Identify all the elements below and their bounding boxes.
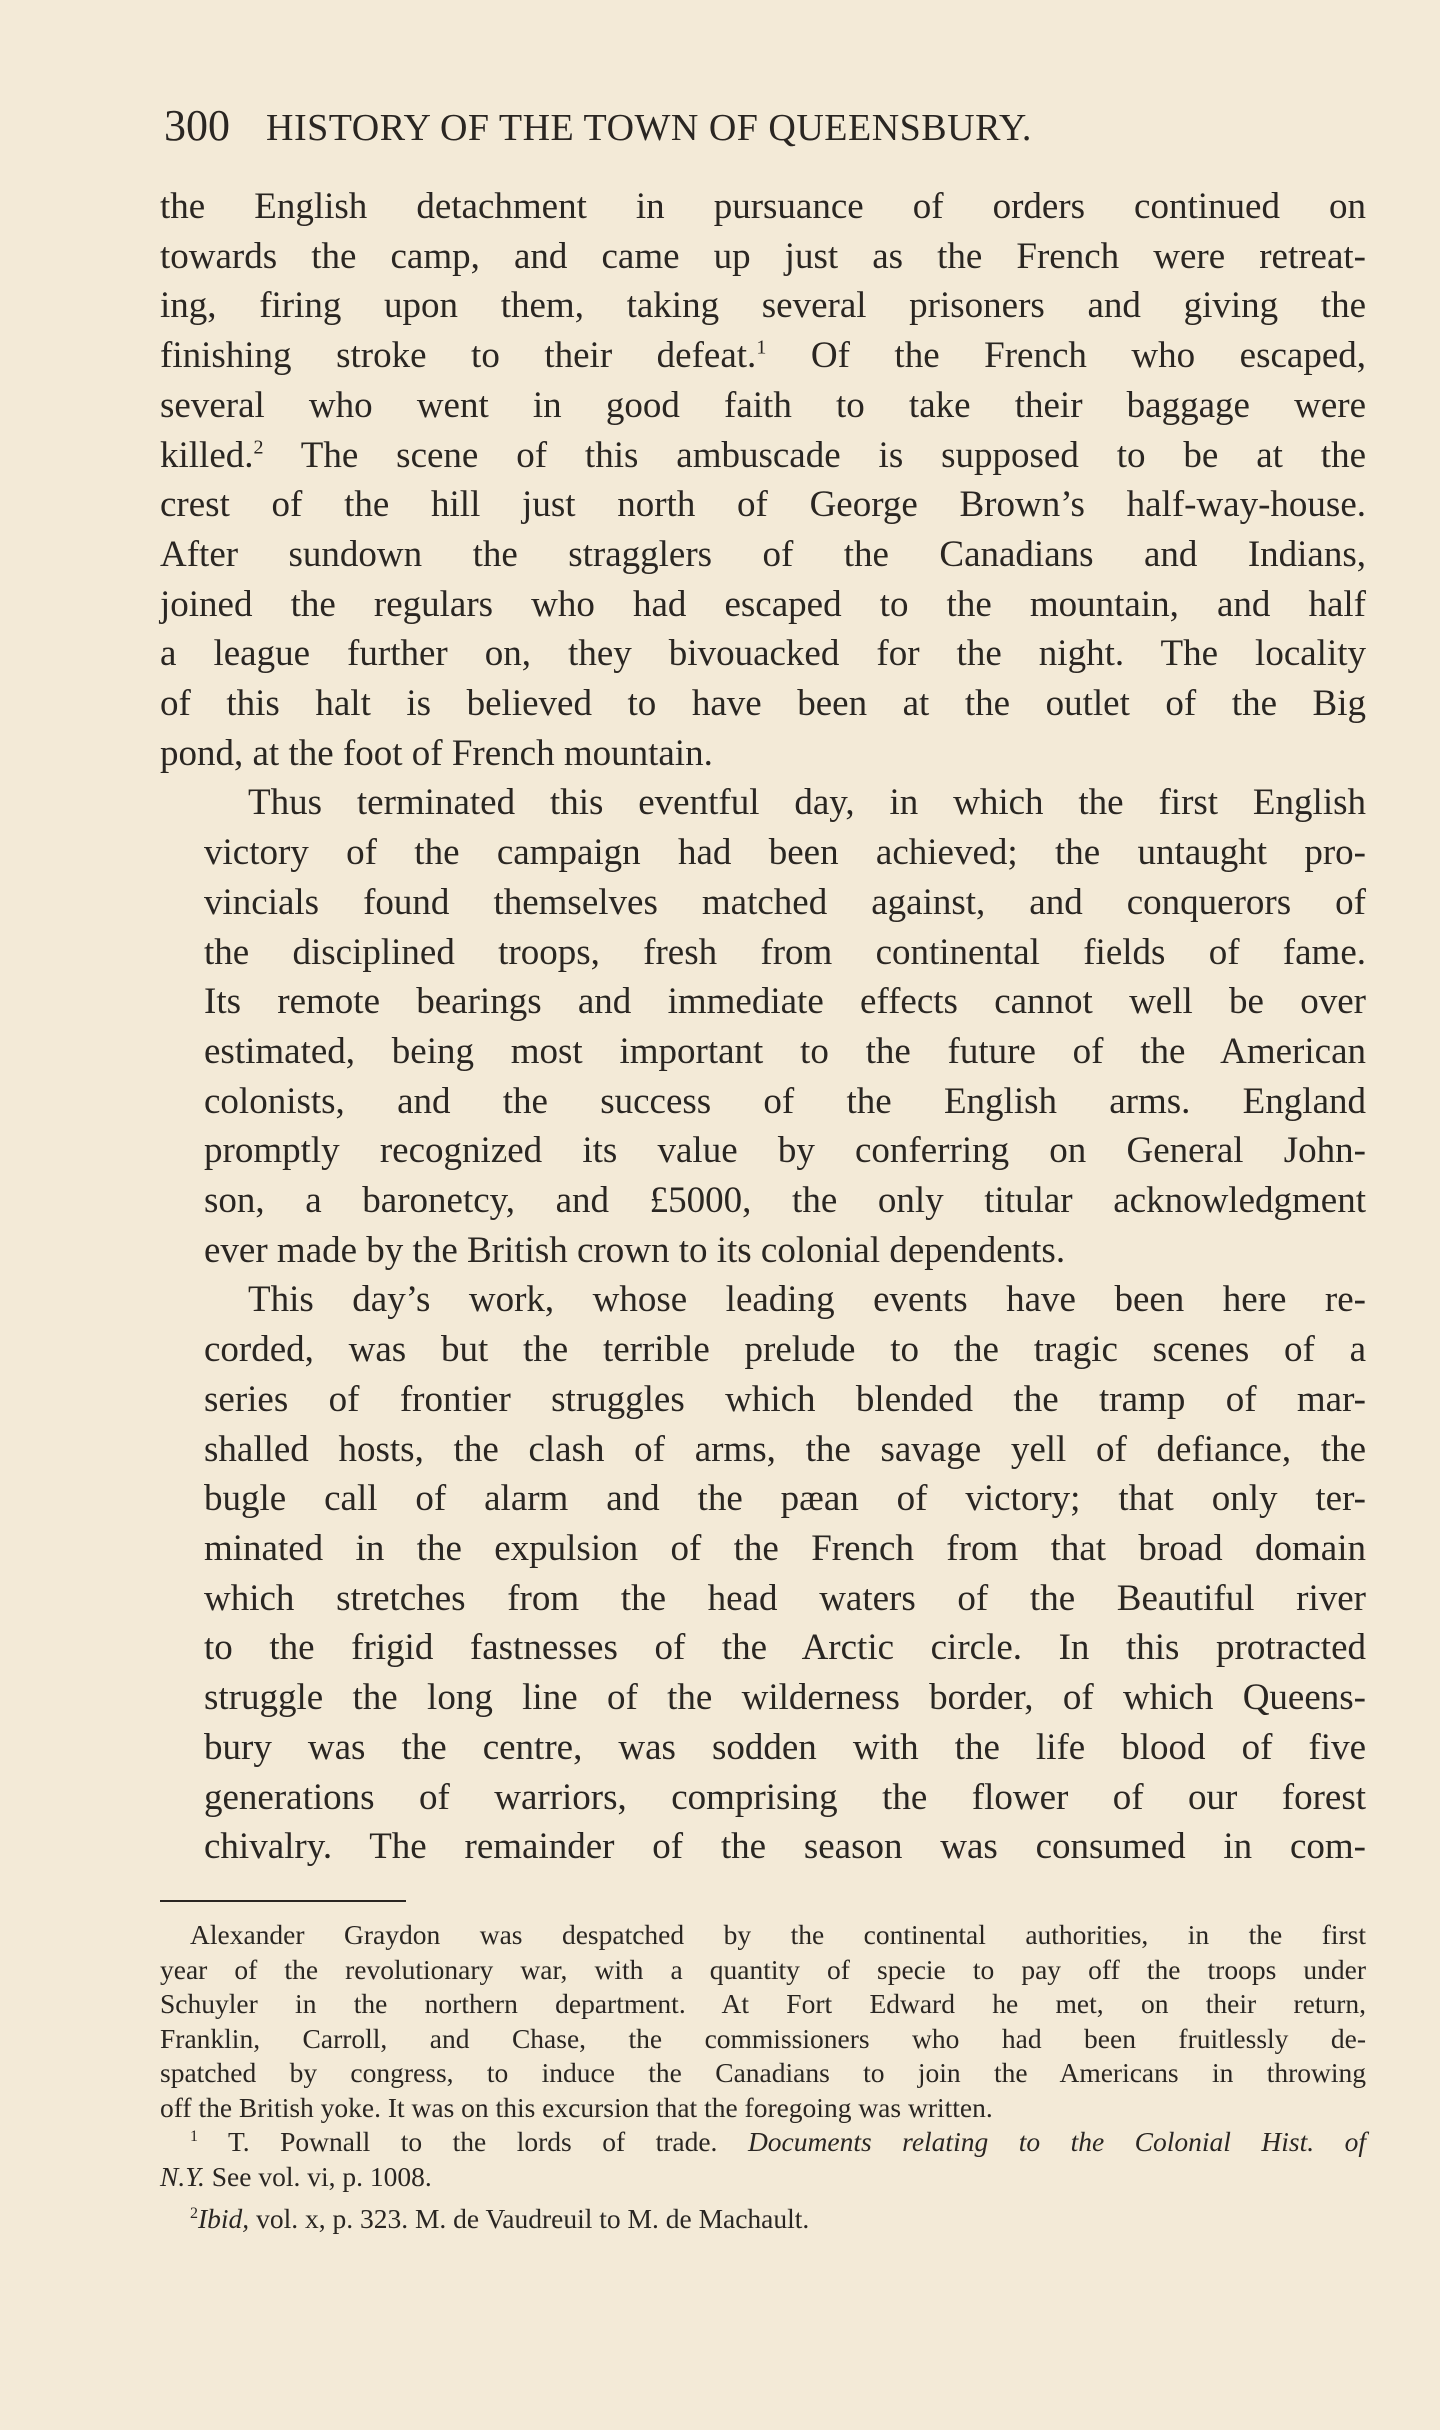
footnote-2 bbox=[160, 2202, 1366, 2237]
footnote-ref: 1 bbox=[756, 336, 767, 359]
text-line: generations of warriors, comprising the flower of our forest bbox=[204, 1776, 1366, 1818]
text-segment: The scene of this ambuscade is supposed to be at the bbox=[300, 434, 1366, 476]
footnote-1 bbox=[160, 2125, 1366, 2194]
text-line bbox=[160, 331, 1366, 381]
text-line: which stretches from the head waters of the Beautiful river bbox=[204, 1577, 1366, 1619]
text-line bbox=[160, 431, 1366, 481]
footnote-line: spatched by congress, to induce the Canadians to join the Americans in throwing bbox=[160, 2057, 1366, 2088]
footnote-number: 1 bbox=[190, 2127, 198, 2145]
text-line: several who went in good faith to take their baggage were bbox=[160, 384, 1366, 426]
footnote-italic: N.Y. bbox=[160, 2160, 205, 2192]
footnote-ref: 2 bbox=[253, 436, 264, 459]
text-line: the disciplined troops, fresh from continental fields of fame. bbox=[204, 931, 1366, 973]
footnote-line bbox=[160, 2160, 1366, 2195]
footnote-line bbox=[160, 2202, 1366, 2237]
footnote-text: T. Pownall to the lords of trade. bbox=[228, 2126, 718, 2157]
footnote-italic: Documents relating to the Colonial Hist. of bbox=[747, 2126, 1367, 2157]
text-segment: finishing stroke to their defeat. bbox=[160, 335, 757, 377]
text-line: After sundown the stragglers of the Canadians and Indians, bbox=[160, 533, 1366, 575]
text-line: to the frigid fastnesses of the Arctic circle. In this protracted bbox=[204, 1627, 1366, 1669]
footnote-text: vol. x, p. 323. M. de Vaudreuil to M. de Machault. bbox=[256, 2203, 810, 2234]
footnotes bbox=[160, 1918, 1366, 2237]
text-line: towards the camp, and came up just as the French were retreat- bbox=[160, 235, 1366, 277]
page-number: 300 bbox=[164, 101, 230, 150]
footnote-line: year of the revolutionary war, with a quantity of specie to pay off the troops under bbox=[160, 1953, 1366, 1985]
text-line: colonists, and the success of the English arms. England bbox=[204, 1080, 1366, 1122]
text-line: minated in the expulsion of the French from that broad domain bbox=[204, 1527, 1366, 1569]
footnote-line: off the British yoke. It was on this excursion that the foregoing was written. bbox=[160, 2091, 993, 2123]
footnote-divider bbox=[160, 1900, 406, 1902]
footnote-number: 2 bbox=[190, 2204, 198, 2222]
footnote-line: Schuyler in the northern department. At Fort Edward he met, on their return, bbox=[160, 1988, 1366, 2019]
text-line: estimated, being most important to the future of the American bbox=[204, 1030, 1366, 1072]
footnote-line: Alexander Graydon was despatched by the continental authorities, in the first bbox=[190, 1919, 1366, 1950]
body-text bbox=[160, 182, 1366, 1872]
text-line: promptly recognized its value by conferring on General John- bbox=[204, 1130, 1366, 1172]
text-line: series of frontier struggles which blended the tramp of mar- bbox=[204, 1378, 1366, 1420]
text-line: Thus terminated this eventful day, in which the first English bbox=[248, 782, 1366, 824]
paragraph-1 bbox=[160, 182, 1366, 778]
footnote-carryover bbox=[160, 1918, 1366, 2125]
footnote-italic: Ibid, bbox=[198, 2203, 250, 2234]
text-line: vincials found themselves matched against, and conquerors of bbox=[204, 881, 1366, 923]
text-line: the English detachment in pursuance of orders continued on bbox=[160, 186, 1366, 227]
text-line: victory of the campaign had been achieved; the untaught pro- bbox=[204, 832, 1366, 874]
footnote-line: Franklin, Carroll, and Chase, the commissioners who had been fruitlessly de- bbox=[160, 2022, 1366, 2054]
text-line: struggle the long line of the wilderness border, of which Queens- bbox=[204, 1677, 1366, 1719]
text-line: bury was the centre, was sodden with the life blood of five bbox=[204, 1726, 1366, 1768]
running-head bbox=[164, 98, 1164, 156]
text-line: crest of the hill just north of George Brown’s half-way-house. bbox=[160, 484, 1366, 526]
text-line: a league further on, they bivouacked for the night. The locality bbox=[160, 633, 1366, 675]
text-segment: Of the French who escaped, bbox=[810, 335, 1367, 377]
text-line: Its remote bearings and immediate effects cannot well be over bbox=[204, 981, 1366, 1023]
paragraph-2 bbox=[160, 778, 1366, 1275]
text-line: pond, at the foot of French mountain. bbox=[160, 732, 713, 774]
text-line: ing, firing upon them, taking several prisoners and giving the bbox=[160, 285, 1366, 327]
text-line: joined the regulars who had escaped to the mountain, and half bbox=[160, 583, 1366, 625]
paragraph-3 bbox=[160, 1275, 1366, 1871]
text-line: This day’s work, whose leading events have been here re- bbox=[248, 1279, 1366, 1321]
text-line: bugle call of alarm and the pæan of victory; that only ter- bbox=[204, 1478, 1366, 1520]
text-line: ever made by the British crown to its colonial dependents. bbox=[204, 1229, 1066, 1271]
text-segment: killed. bbox=[160, 434, 254, 476]
text-line: of this halt is believed to have been at the outlet of the Big bbox=[160, 683, 1366, 725]
footnote-text: See vol. vi, p. 1008. bbox=[211, 2160, 432, 2192]
running-title: HISTORY OF THE TOWN OF QUEENSBURY. bbox=[266, 107, 1032, 149]
text-line: corded, was but the terrible prelude to the tragic scenes of a bbox=[204, 1329, 1366, 1371]
text-line: son, a baronetcy, and £5000, the only titular acknowledgment bbox=[204, 1180, 1366, 1222]
text-line: shalled hosts, the clash of arms, the savage yell of defiance, the bbox=[204, 1428, 1366, 1470]
footnote-line bbox=[160, 2125, 1366, 2160]
text-line: chivalry. The remainder of the season was consumed in com- bbox=[204, 1826, 1366, 1868]
